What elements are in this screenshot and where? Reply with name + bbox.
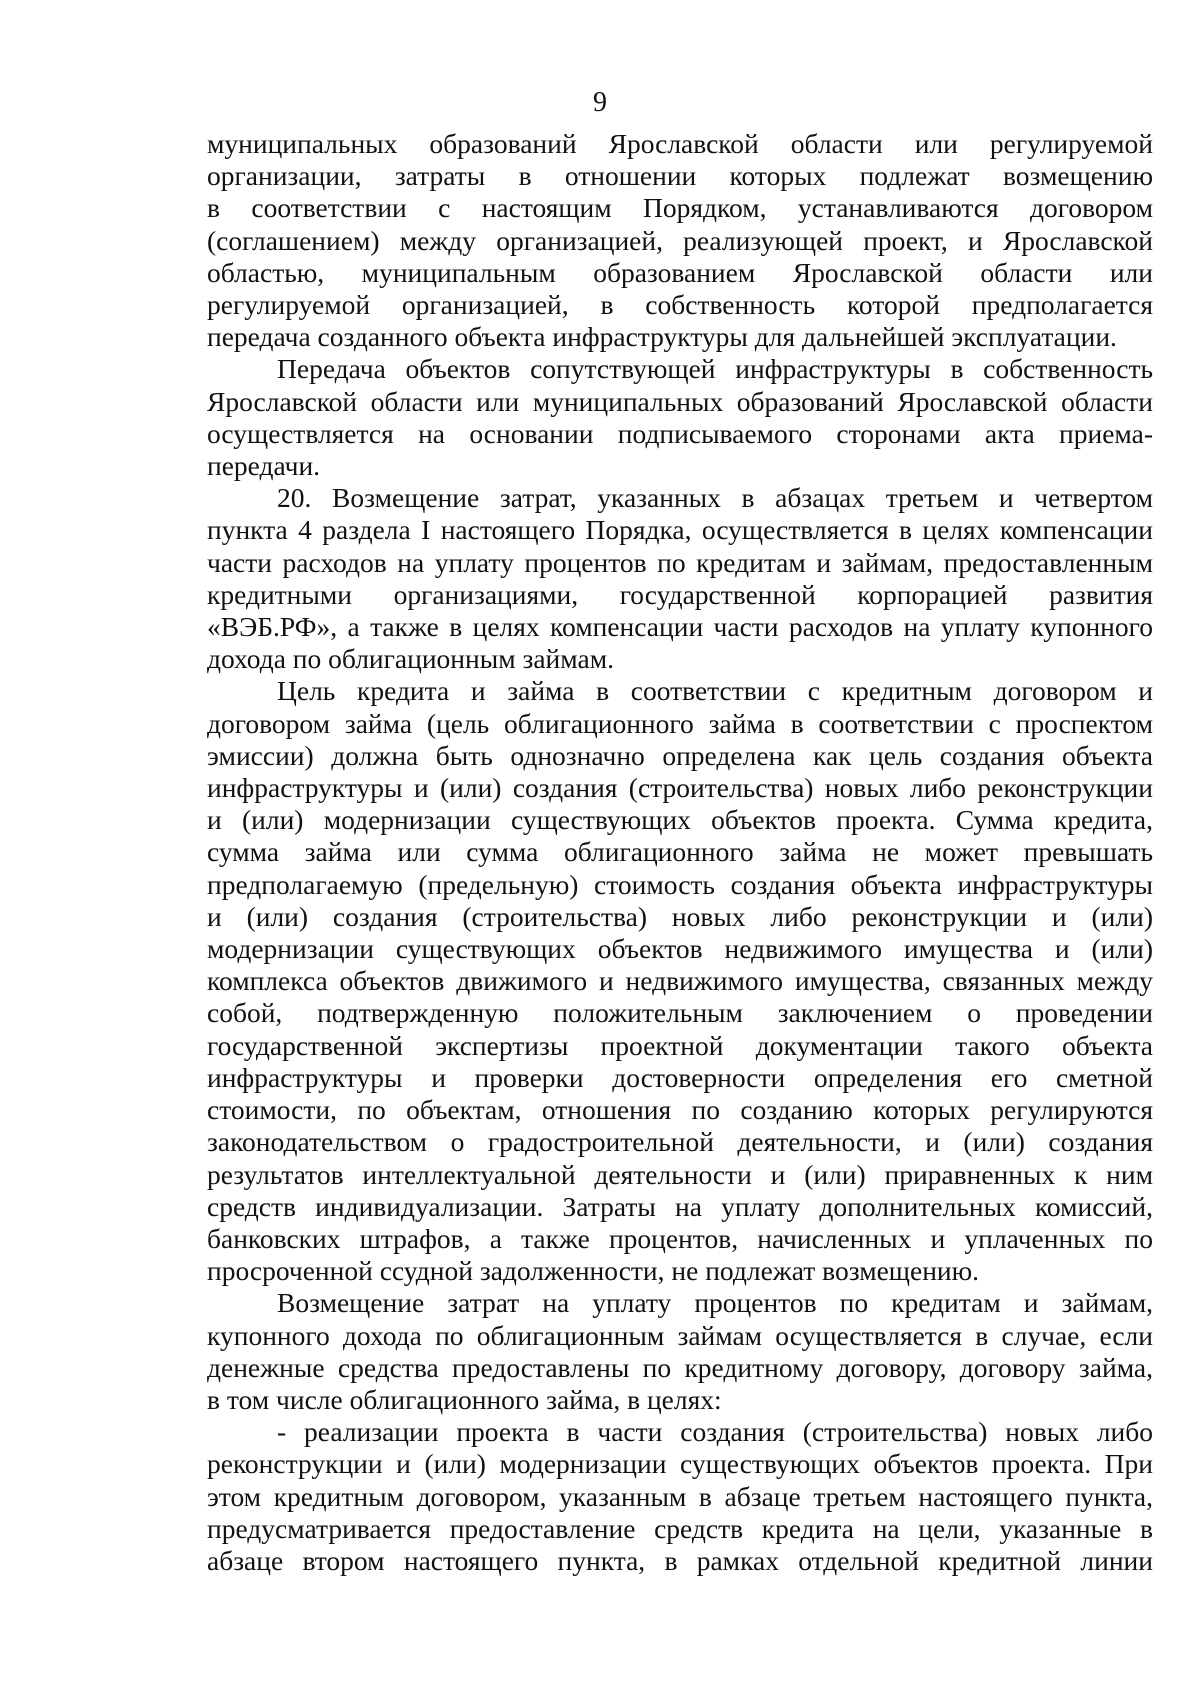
text-line: «ВЭБ.РФ», а также в целях компенсации части расходов на уплату купонного [207, 611, 1153, 643]
text-line: предусматривается предоставление средств кредита на цели, указанные в [207, 1512, 1153, 1544]
paragraph [207, 675, 1153, 1287]
text-line: и (или) модернизации существующих объектов проекта. Сумма кредита, [207, 804, 1153, 836]
text-line: реконструкции и (или) модернизации существующих объектов проекта. При [207, 1448, 1153, 1480]
text-line: Ярославской области или муниципальных образований Ярославской области [207, 385, 1153, 417]
text-line: собой, подтвержденную положительным заключением о проведении [207, 997, 1153, 1029]
text-line: средств индивидуализации. Затраты на уплату дополнительных комиссий, [207, 1190, 1153, 1222]
text-line: модернизации существующих объектов недвижимого имущества и (или) [207, 933, 1153, 965]
text-line: договором займа (цель облигационного займа в соответствии с проспектом [207, 707, 1153, 739]
text-line: сумма займа или сумма облигационного займа не может превышать [207, 836, 1153, 868]
text-line: результатов интеллектуальной деятельности и (или) приравненных к ним [207, 1158, 1153, 1190]
text-line: Возмещение затрат на уплату процентов по кредитам и займам, [277, 1287, 1153, 1319]
text-line: предполагаемую (предельную) стоимость создания объекта инфраструктуры [207, 868, 1153, 900]
paragraph [207, 482, 1153, 675]
text-line: законодательством о градостроительной деятельности, и (или) создания [207, 1126, 1153, 1158]
text-line: дохода по облигационным займам. [207, 643, 614, 675]
paragraph [207, 1287, 1153, 1416]
text-line: просроченной ссудной задолженности, не подлежат возмещению. [207, 1255, 980, 1287]
text-line: стоимости, по объектам, отношения по созданию которых регулируются [207, 1094, 1153, 1126]
text-line: передачи. [207, 450, 321, 482]
body-text [207, 128, 1153, 1577]
page-number: 9 [593, 87, 607, 118]
text-line: эмиссии) должна быть однозначно определена как цель создания объекта [207, 739, 1153, 771]
text-line: Передача объектов сопутствующей инфраструктуры в собственность [277, 353, 1153, 385]
text-line: (соглашением) между организацией, реализующей проект, и Ярославской [207, 224, 1153, 256]
text-line: муниципальных образований Ярославской области или регулируемой [207, 128, 1153, 159]
paragraph [207, 1416, 1153, 1577]
text-line: банковских штрафов, а также процентов, начисленных и уплаченных по [207, 1222, 1153, 1254]
text-line: в том числе облигационного займа, в целях: [207, 1383, 722, 1415]
text-line: кредитными организациями, государственной корпорацией развития [207, 578, 1153, 610]
paragraph [207, 353, 1153, 482]
text-line: пункта 4 раздела I настоящего Порядка, осуществляется в целях компенсации [207, 514, 1153, 546]
text-line: организации, затраты в отношении которых подлежат возмещению [207, 160, 1153, 192]
text-line: осуществляется на основании подписываемого сторонами акта приема- [207, 417, 1153, 449]
text-line: Цель кредита и займа в соответствии с кредитным договором и [277, 675, 1153, 707]
text-line: инфраструктуры и проверки достоверности определения его сметной [207, 1061, 1153, 1093]
text-line: передача созданного объекта инфраструктуры для дальнейшей эксплуатации. [207, 321, 1117, 353]
text-line: и (или) создания (строительства) новых либо реконструкции и (или) [207, 900, 1153, 932]
text-line: комплекса объектов движимого и недвижимого имущества, связанных между [207, 965, 1153, 997]
text-line: этом кредитным договором, указанным в абзаце третьем настоящего пункта, [207, 1480, 1153, 1512]
text-line: абзаце втором настоящего пункта, в рамках отдельной кредитной линии [207, 1544, 1153, 1576]
paragraph [207, 128, 1153, 353]
text-line: 20. Возмещение затрат, указанных в абзацах третьем и четвертом [277, 482, 1153, 514]
text-line: купонного дохода по облигационным займам осуществляется в случае, если [207, 1319, 1153, 1351]
text-line: инфраструктуры и (или) создания (строительства) новых либо реконструкции [207, 772, 1153, 804]
text-line: регулируемой организацией, в собственность которой предполагается [207, 289, 1153, 321]
text-line: государственной экспертизы проектной документации такого объекта [207, 1029, 1153, 1061]
text-line: денежные средства предоставлены по кредитному договору, договору займа, [207, 1351, 1153, 1383]
text-line: - реализации проекта в части создания (строительства) новых либо [277, 1416, 1153, 1448]
text-line: в соответствии с настоящим Порядком, устанавливаются договором [207, 192, 1153, 224]
text-line: части расходов на уплату процентов по кредитам и займам, предоставленным [207, 546, 1153, 578]
text-line: областью, муниципальным образованием Ярославской области или [207, 256, 1153, 288]
